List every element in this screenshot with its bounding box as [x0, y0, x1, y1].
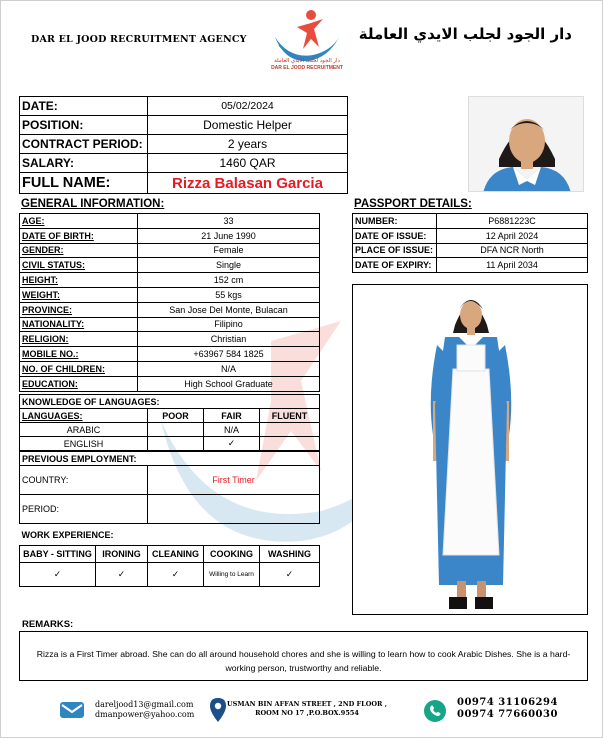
- country-label: COUNTRY:: [20, 466, 148, 495]
- age-value: 33: [138, 214, 320, 229]
- footer: [1, 691, 603, 731]
- mobile-value: +63967 584 1825: [138, 347, 320, 362]
- skill-header: CLEANING: [148, 545, 204, 562]
- location-pin-icon: [209, 697, 227, 723]
- language-fluent: [260, 437, 320, 451]
- dob-label: DATE OF BIRTH:: [20, 228, 138, 243]
- language-fair: ✓: [204, 437, 260, 451]
- gen-row: [20, 287, 320, 302]
- gen-row: [20, 273, 320, 288]
- period-label: PERIOD:: [20, 495, 148, 524]
- gender-label: GENDER:: [20, 243, 138, 258]
- issue-place-label: PLACE OF ISSUE:: [353, 243, 437, 258]
- passport-number-label: NUMBER:: [353, 214, 437, 229]
- full-name-value: Rizza Balasan Garcia: [148, 173, 348, 194]
- row-date: [20, 97, 348, 116]
- nationality-value: Filipino: [138, 317, 320, 332]
- skill-header: IRONING: [96, 545, 148, 562]
- email-1[interactable]: dareljood13@gmail.com: [95, 700, 194, 709]
- skill-header: WASHING: [260, 545, 320, 562]
- skill-value: Willing to Learn: [204, 562, 260, 586]
- headshot-illustration: [469, 97, 584, 192]
- position-value: Domestic Helper: [148, 116, 348, 135]
- languages-header-row: [20, 409, 320, 423]
- general-info-title: GENERAL INFORMATION:: [21, 198, 165, 210]
- agency-name-ar: دار الجود لجلب الايدي العاملة: [358, 25, 572, 43]
- full-body-photo: [352, 284, 588, 615]
- address-line-1: USMAN BIN AFFAN STREET , 2ND FLOOR ,: [227, 700, 387, 708]
- general-info-table: [19, 213, 320, 392]
- row-full-name: [20, 173, 348, 194]
- row-position: [20, 116, 348, 135]
- passport-table: [352, 213, 588, 273]
- address-line-2: ROOM NO 17 ,P.O.BOX.9554: [255, 709, 359, 717]
- language-fluent: [260, 423, 320, 437]
- logo-text-en: DAR EL JOOD RECRUITMENT: [271, 65, 343, 71]
- gen-row: [20, 214, 320, 229]
- civil-status-value: Single: [138, 258, 320, 273]
- contract-value: 2 years: [148, 135, 348, 154]
- language-name: ARABIC: [20, 423, 148, 437]
- phone-icon: [423, 699, 447, 723]
- nationality-label: NATIONALITY:: [20, 317, 138, 332]
- position-label: POSITION:: [20, 116, 148, 135]
- skill-value: ✓: [20, 562, 96, 586]
- weight-label: WEIGHT:: [20, 287, 138, 302]
- education-value: High School Graduate: [138, 376, 320, 391]
- language-fair: N/A: [204, 423, 260, 437]
- previous-employment-title: PREVIOUS EMPLOYMENT:: [20, 452, 320, 466]
- work-experience-table: [19, 525, 320, 587]
- date-value: 05/02/2024: [148, 97, 348, 116]
- gen-row: [20, 332, 320, 347]
- gen-row: [20, 228, 320, 243]
- gen-row: [20, 258, 320, 273]
- languages-table: [19, 394, 320, 451]
- row-contract: [20, 135, 348, 154]
- pass-row: [353, 243, 588, 258]
- prev-title-row: [20, 452, 320, 466]
- email-2[interactable]: dmanpower@yahoo.com: [95, 710, 195, 719]
- languages-col-header: LANGUAGES:: [20, 409, 148, 423]
- salary-value: 1460 QAR: [148, 154, 348, 173]
- envelope-icon: [59, 699, 85, 721]
- passport-title: PASSPORT DETAILS:: [354, 198, 472, 210]
- mobile-label: MOBILE NO.:: [20, 347, 138, 362]
- work-experience-title: WORK EXPERIENCE:: [20, 525, 320, 545]
- period-value: [148, 495, 320, 524]
- date-label: DATE:: [20, 97, 148, 116]
- skill-header: COOKING: [204, 545, 260, 562]
- prev-period-row: [20, 495, 320, 524]
- children-value: N/A: [138, 361, 320, 376]
- logo-text-ar: دار الجود لجلب الايدي العاملة: [274, 58, 340, 64]
- gen-row: [20, 317, 320, 332]
- phone-2[interactable]: 00974 77660030: [457, 709, 558, 720]
- language-poor: [148, 423, 204, 437]
- gen-row: [20, 361, 320, 376]
- poor-col-header: POOR: [148, 409, 204, 423]
- education-label: EDUCATION:: [20, 376, 138, 391]
- language-row: [20, 423, 320, 437]
- expiry-date-value: 11 April 2034: [437, 258, 588, 273]
- language-row: [20, 437, 320, 451]
- contract-label: CONTRACT PERIOD:: [20, 135, 148, 154]
- languages-title: KNOWLEDGE OF LANGUAGES:: [20, 395, 320, 409]
- row-salary: [20, 154, 348, 173]
- height-value: 152 cm: [138, 273, 320, 288]
- remarks-text: Rizza is a First Timer abroad. She can do all around household chores and she is willing to learn how to cook Arabic Dishes. She is a hard-working person, trustworthy and reliable.: [19, 631, 588, 681]
- language-name: ENGLISH: [20, 437, 148, 451]
- gen-row: [20, 243, 320, 258]
- full-name-label: FULL NAME:: [20, 173, 148, 194]
- height-label: HEIGHT:: [20, 273, 138, 288]
- language-poor: [148, 437, 204, 451]
- fluent-col-header: FLUENT: [260, 409, 320, 423]
- pass-row: [353, 228, 588, 243]
- languages-title-row: [20, 395, 320, 409]
- agency-name-en: DAR EL JOOD RECRUITMENT AGENCY: [31, 34, 247, 45]
- gen-row: [20, 302, 320, 317]
- previous-employment-table: [19, 451, 320, 524]
- skill-value: ✓: [96, 562, 148, 586]
- skill-value: ✓: [148, 562, 204, 586]
- gender-value: Female: [138, 243, 320, 258]
- skill-header: BABY - SITTING: [20, 545, 96, 562]
- country-value: First Timer: [148, 466, 320, 495]
- phone-1[interactable]: 00974 31106294: [457, 697, 558, 708]
- gen-row: [20, 376, 320, 391]
- religion-label: RELIGION:: [20, 332, 138, 347]
- fair-col-header: FAIR: [204, 409, 260, 423]
- work-header-row: [20, 545, 320, 562]
- passport-number-value: P6881223C: [437, 214, 588, 229]
- issue-place-value: DFA NCR North: [437, 243, 588, 258]
- summary-table: [19, 96, 348, 194]
- prev-country-row: [20, 466, 320, 495]
- age-label: AGE:: [20, 214, 138, 229]
- province-label: PROVINCE:: [20, 302, 138, 317]
- weight-value: 55 kgs: [138, 287, 320, 302]
- gen-row: [20, 347, 320, 362]
- issue-date-value: 12 April 2024: [437, 228, 588, 243]
- issue-date-label: DATE OF ISSUE:: [353, 228, 437, 243]
- expiry-date-label: DATE OF EXPIRY:: [353, 258, 437, 273]
- civil-status-label: CIVIL STATUS:: [20, 258, 138, 273]
- pass-row: [353, 258, 588, 273]
- salary-label: SALARY:: [20, 154, 148, 173]
- skill-value: ✓: [260, 562, 320, 586]
- full-body-illustration: [353, 285, 588, 615]
- province-value: San Jose Del Monte, Bulacan: [138, 302, 320, 317]
- headshot-photo: [468, 96, 584, 192]
- children-label: NO. OF CHILDREN:: [20, 361, 138, 376]
- work-values-row: [20, 562, 320, 586]
- pass-row: [353, 214, 588, 229]
- work-title-row: [20, 525, 320, 545]
- religion-value: Christian: [138, 332, 320, 347]
- remarks-title: REMARKS:: [22, 619, 74, 630]
- dob-value: 21 June 1990: [138, 228, 320, 243]
